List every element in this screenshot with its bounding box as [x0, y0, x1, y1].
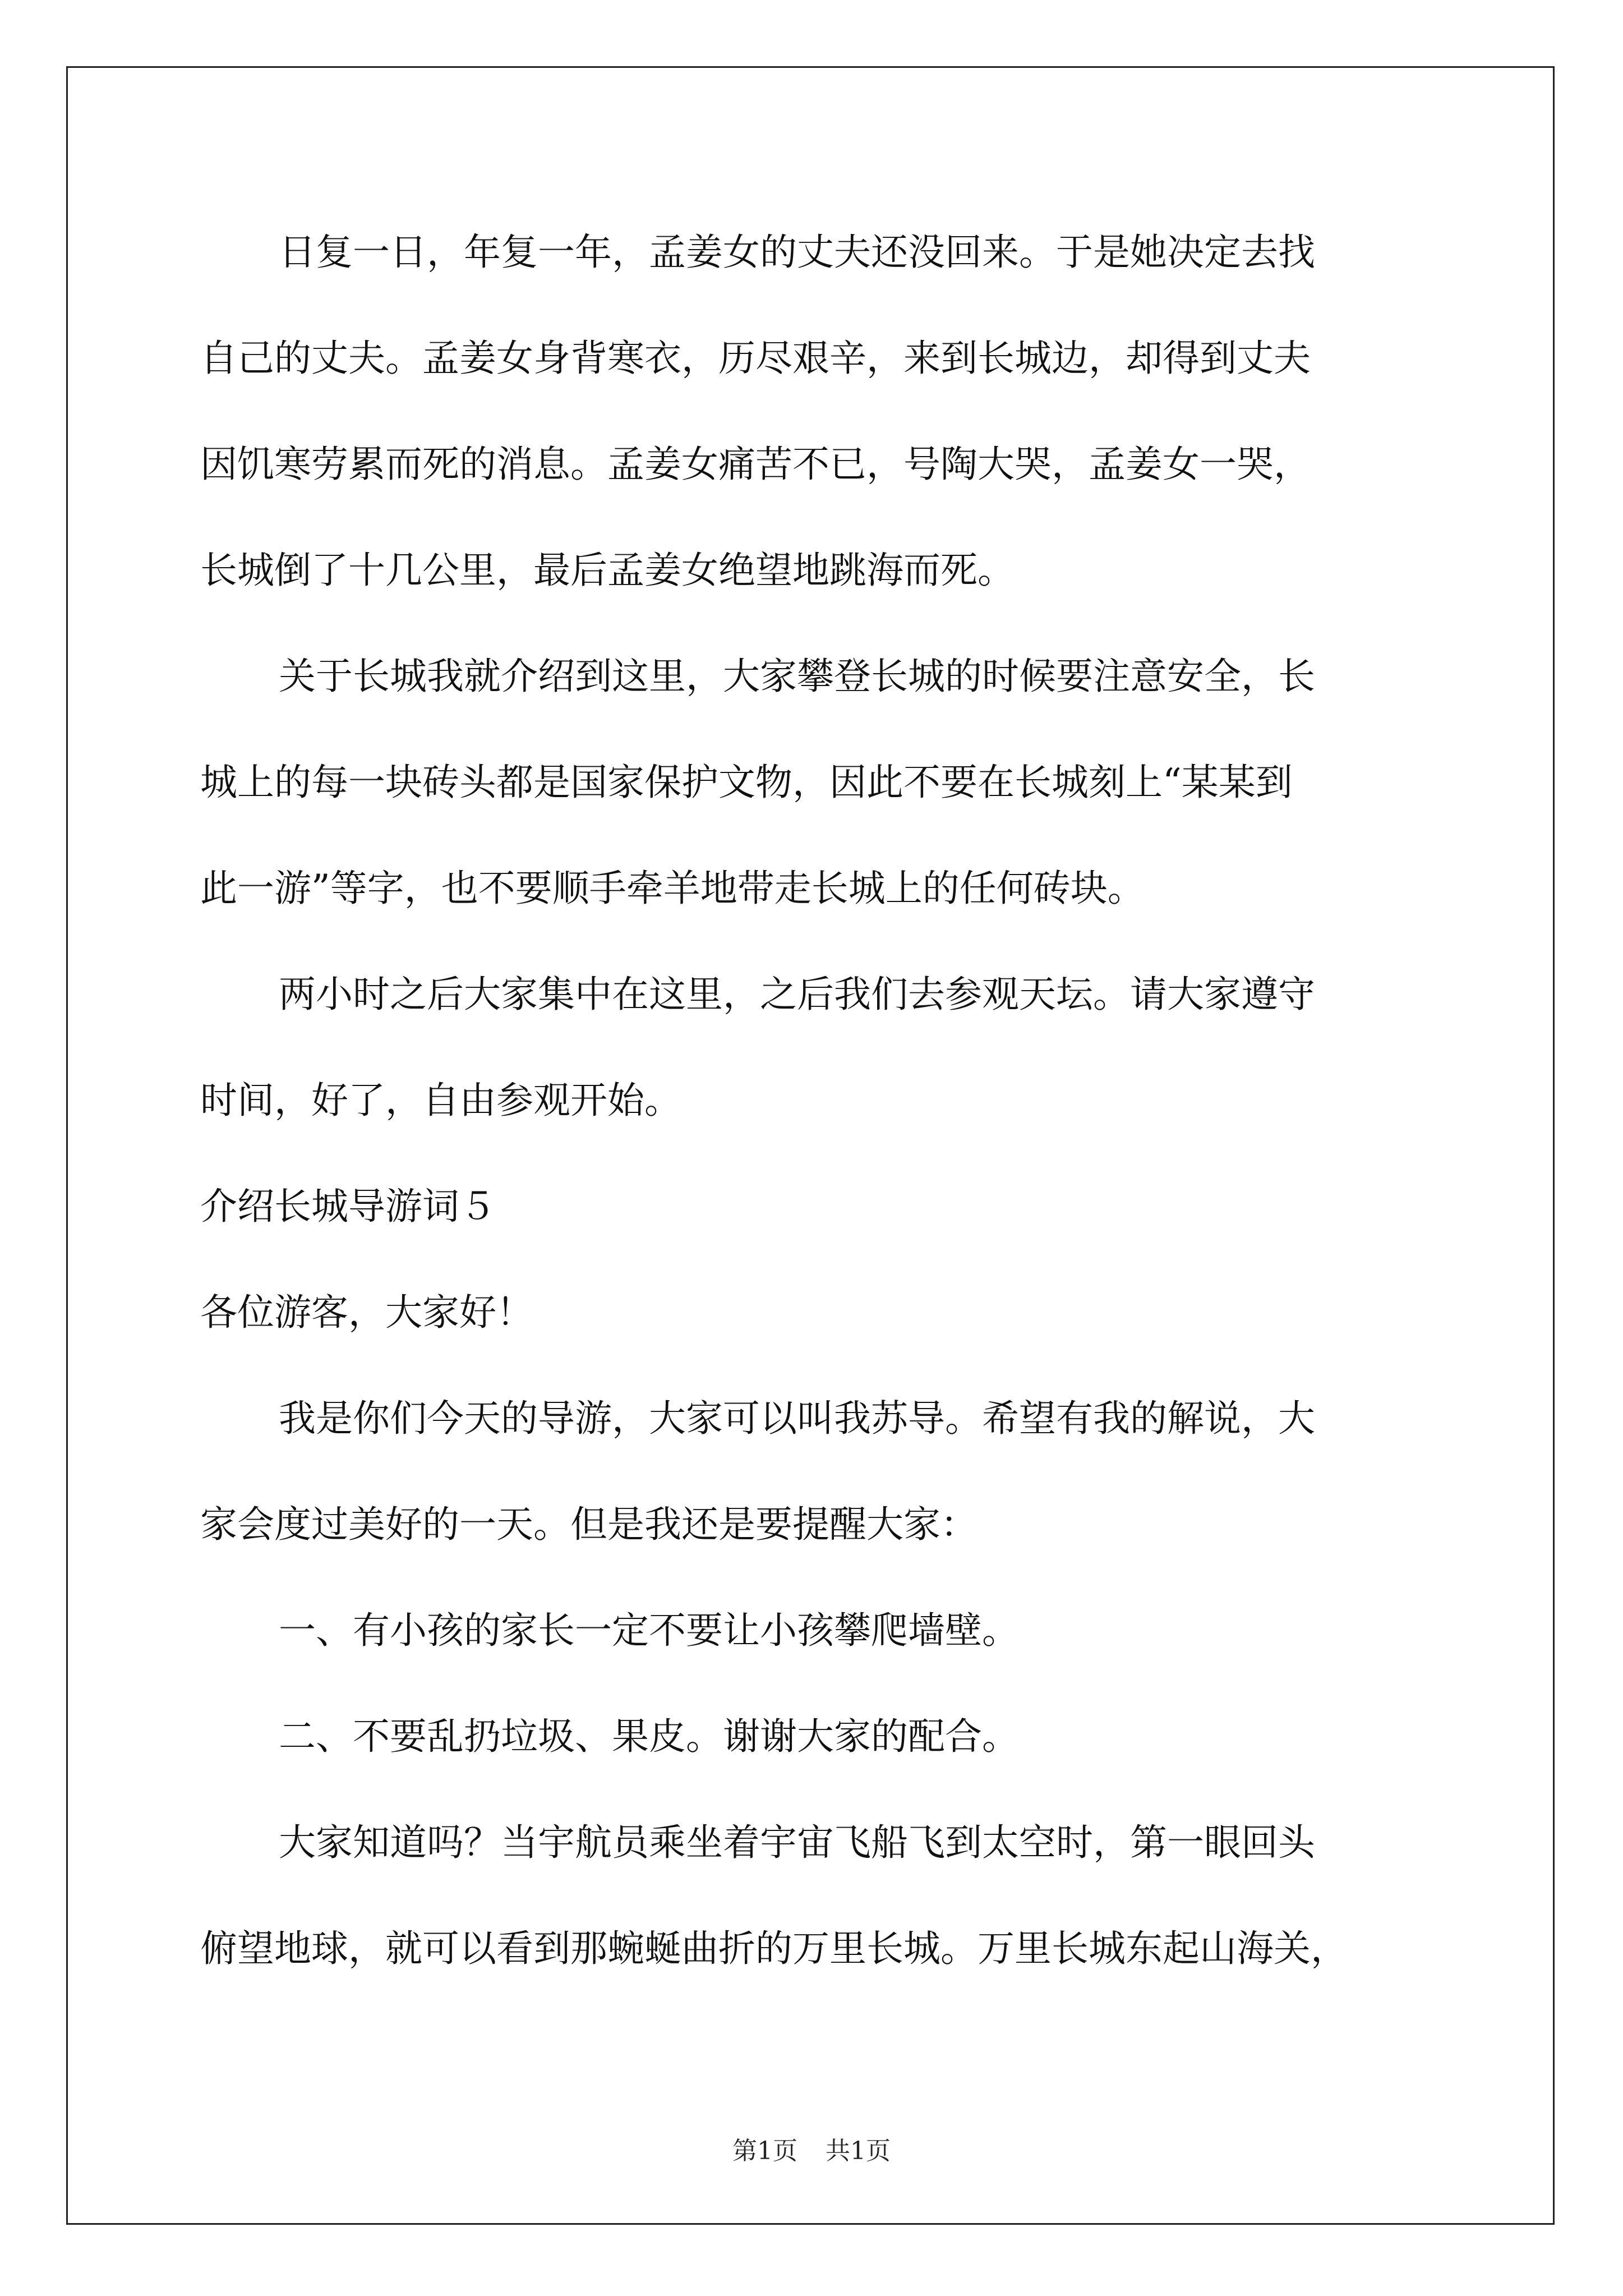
greeting-line: 各位游客，大家好！	[200, 1291, 533, 1334]
text-line: 此一游”等字，也不要顺手牵羊地带走长城上的任何砖块。	[200, 867, 1145, 910]
text-line: 我是你们今天的导游，大家可以叫我苏导。希望有我的解说，大	[279, 1397, 1315, 1440]
list-item: 二、不要乱扔垃圾、果皮。谢谢大家的配合。	[279, 1715, 1019, 1758]
section-heading: 介绍长城导游词５	[200, 1185, 496, 1228]
text-line: 自己的丈夫。孟姜女身背寒衣，历尽艰辛，来到长城边，却得到丈夫	[200, 337, 1311, 380]
text-line: 长城倒了十几公里，最后孟姜女绝望地跳海而死。	[200, 549, 1015, 592]
page-footer	[0, 2134, 1623, 2168]
text-line: 家会度过美好的一天。但是我还是要提醒大家：	[200, 1503, 978, 1546]
page-border	[66, 66, 1555, 2225]
text-line: 城上的每一块砖头都是国家保护文物，因此不要在长城刻上“某某到	[200, 761, 1293, 804]
text-line: 大家知道吗？当宇航员乘坐着宇宙飞船飞到太空时，第一眼回头	[279, 1821, 1315, 1864]
text-line: 俯望地球，就可以看到那蜿蜒曲折的万里长城。万里长城东起山海关，	[200, 1927, 1348, 1970]
text-line: 两小时之后大家集中在这里，之后我们去参观天坛。请大家遵守	[279, 973, 1315, 1016]
page-number: 第1页	[732, 2137, 797, 2165]
text-line: 时间，好了，自由参观开始。	[200, 1079, 681, 1122]
text-line: 因饥寒劳累而死的消息。孟姜女痛苦不已，号陶大哭，孟姜女一哭，	[200, 443, 1311, 486]
text-line: 关于长城我就介绍到这里，大家攀登长城的时候要注意安全，长	[279, 655, 1315, 698]
list-item: 一、有小孩的家长一定不要让小孩攀爬墙壁。	[279, 1609, 1019, 1652]
text-line: 日复一日，年复一年，孟姜女的丈夫还没回来。于是她决定去找	[279, 231, 1315, 274]
page-total: 共1页	[826, 2137, 891, 2165]
